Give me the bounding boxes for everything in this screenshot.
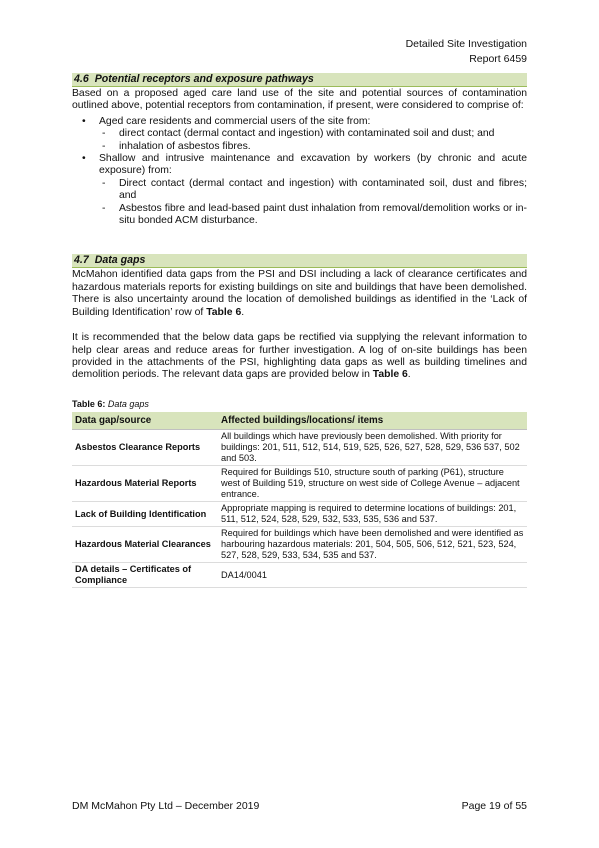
section-title: Data gaps [94, 254, 146, 267]
table-row [72, 466, 527, 502]
page-header [406, 37, 527, 67]
table-cell-source: Asbestos Clearance Reports [72, 430, 218, 466]
page-number: Page 19 of 55 [461, 800, 527, 812]
sub-list-item: - inhalation of asbestos fibres. [99, 141, 527, 153]
table-cell-affected: Appropriate mapping is required to determine locations of buildings: 201, 511, 512, 524, 528, 529, 532, 533, 535, 536 and 537. [218, 502, 527, 527]
sub-list-item: - Asbestos fibre and lead-based paint dust inhalation from removal/demolition works or in-situ bonded ACM disturbance. [99, 203, 527, 228]
paragraph-end: . [241, 306, 245, 318]
page-content [72, 73, 527, 588]
bullet-text: Aged care residents and commercial users of the site from: [99, 115, 371, 127]
table-cell-source: Hazardous Material Reports [72, 466, 218, 502]
receptor-list [72, 116, 527, 228]
sub-list [99, 128, 527, 153]
paragraph-text: McMahon identified data gaps from the PSI and DSI including a lack of clearance certificates and hazardous materials reports for existing buildings on site and buildings that have been demolished. There is also uncertainty around the location of demolished buildings as identified in the ‘Lack of Building Identification’ row of [72, 269, 527, 318]
data-gaps-table [72, 412, 527, 588]
section-heading-4-7 [72, 254, 527, 268]
table-reference: Table 6 [206, 306, 242, 318]
table-caption [72, 398, 527, 410]
column-header: Data gap/source [72, 412, 218, 430]
table-header-row [72, 412, 527, 430]
sub-list-item: - Direct contact (dermal contact and ingestion) with contaminated soil, dust and fibres; and [99, 178, 527, 203]
table-cell-affected: All buildings which have previously been demolished. With priority for buildings: 201, 511, 512, 514, 519, 525, 526, 527, 528, 529, 536 537, 502 and 503. [218, 430, 527, 466]
caption-title: Data gaps [107, 398, 149, 409]
table-cell-source: Hazardous Material Clearances [72, 527, 218, 563]
table-cell-affected: Required for Buildings 510, structure south of parking (P61), structure west of Building 519, structure on west side of College Avenue – adjacent entrance. [218, 466, 527, 502]
section-heading-4-6 [72, 73, 527, 87]
column-header: Affected buildings/locations/ items [218, 412, 527, 430]
table-row [72, 563, 527, 588]
table-reference: Table 6 [372, 369, 408, 381]
section-number: 4.6 [74, 73, 89, 85]
footer-company-date: DM McMahon Pty Ltd – December 2019 [72, 800, 260, 812]
caption-label: Table 6: [72, 398, 106, 409]
list-item [72, 153, 527, 227]
data-gaps-paragraph-1 [72, 269, 527, 319]
section-intro: Based on a proposed aged care land use of the site and potential sources of contamination outlined above, potential receptors from contamination, if present, were considered to comprise of: [72, 88, 527, 112]
table-row [72, 502, 527, 527]
table-cell-source: Lack of Building Identification [72, 502, 218, 527]
section-number: 4.7 [74, 254, 89, 267]
data-gaps-paragraph-2 [72, 332, 527, 382]
table-cell-source: DA details – Certificates of Compliance [72, 563, 218, 588]
page-footer [72, 800, 527, 812]
sub-list [99, 178, 527, 228]
table-row [72, 430, 527, 466]
header-report-number: Report 6459 [469, 53, 527, 65]
table-cell-affected: Required for buildings which have been demolished and were identified as harbouring hazardous materials: 201, 504, 505, 506, 512, 521, 523, 524, 527, 528, 529, 533, 534, 535 and 537. [218, 527, 527, 563]
list-item [72, 116, 527, 153]
table-row [72, 527, 527, 563]
table-cell-affected: DA14/0041 [218, 563, 527, 588]
bullet-text: Shallow and intrusive maintenance and excavation by workers (by chronic and acute exposure) from: [99, 153, 527, 177]
section-title: Potential receptors and exposure pathways [94, 73, 314, 85]
paragraph-text: It is recommended that the below data gaps be rectified via supplying the relevant information to help clear areas and reduce areas for further investigation. A log of on-site buildings has been provided in the attachments of the PSI, highlighting data gaps as well as building timelines and demolition periods. The relevant data gaps are provided below in [72, 332, 527, 381]
header-title: Detailed Site Investigation [405, 38, 527, 50]
sub-list-item: - direct contact (dermal contact and ingestion) with contaminated soil and dust; and [99, 128, 527, 140]
paragraph-end: . [407, 369, 411, 381]
